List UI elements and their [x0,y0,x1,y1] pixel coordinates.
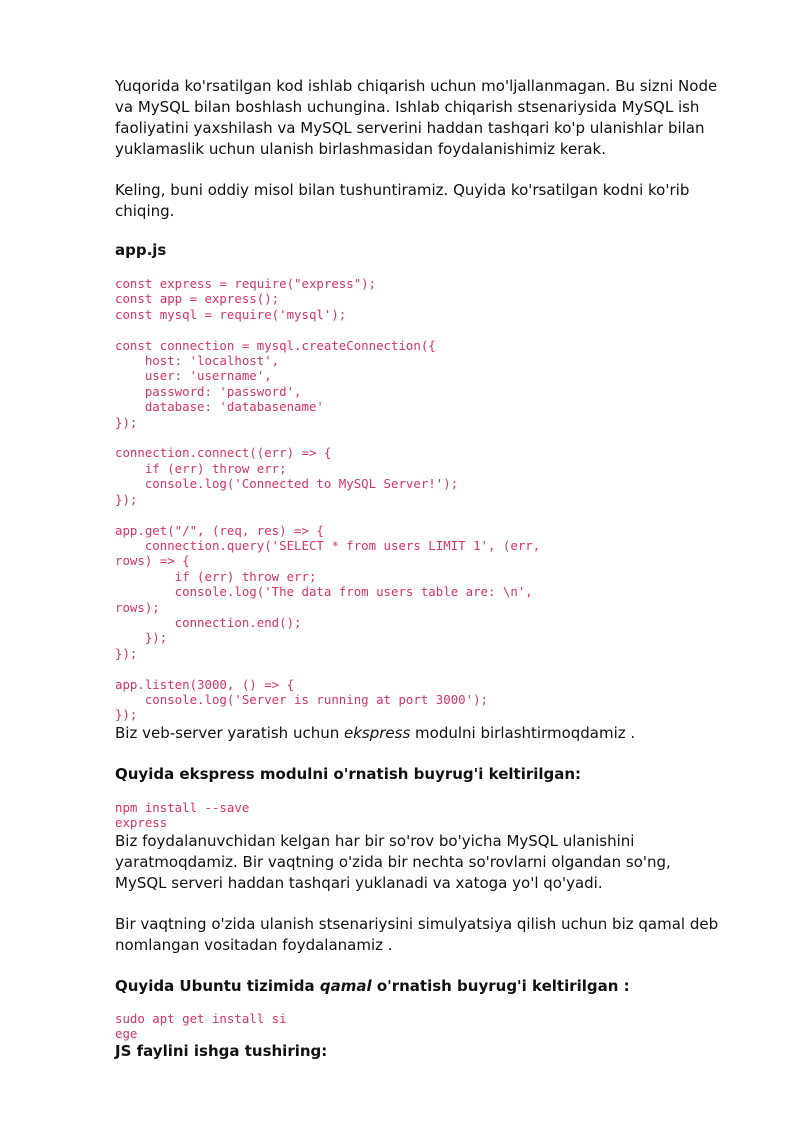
example-paragraph: Keling, buni oddiy misol bilan tushuntiramiz. Quyida ko'rsatilgan kodni ko'rib chiqing. [115,181,695,220]
app-js-code-block: const express = require("express"); const app = express(); const mysql = require('mysql'); const connection = mysql.createConnection({ host: 'localhost', user: 'username', password: 'password', database: 'databasename' }); connection.connect((err) => { if (err) throw err; console.log('Connected to MySQL Server!'); }); app.get("/", (req, res) => { connection.query('SELECT * from users LIMIT 1', (err, rows) => { if (err) throw err; console.log('The data from users table are: \n', rows); connection.end(); }); }); app.listen(3000, () => { console.log('Server is running at port 3000'); }); [115,276,541,723]
siege-heading-before: Quyida Ubuntu tizimida [115,976,320,995]
intro-paragraph: Yuqorida ko'rsatilgan kod ishlab chiqarish uchun mo'ljallanmagan. Bu sizni Node va MySQL bilan boshlash uchungina. Ishlab chiqarish stsenariysida MySQL ish faoliyatini yaxshilash va MySQL serverini haddan tashqari ko'p ulanishlar bilan yuklamaslik uchun ulanish birlashmasidan foydalanishimiz kerak. [115,77,722,158]
express-emphasis: ekspress [344,723,411,742]
express-sentence-after: modulni birlashtirmoqdamiz . [410,723,636,742]
connection-paragraph: Biz foydalanuvchidan kelgan har bir so'rov bo'yicha MySQL ulanishini yaratmoqdamiz. Bir vaqtning o'zida bir nechta so'rovlarni olgandan so'ng, MySQL serveri haddan tashqari yuklanadi va xatoga yo'l qo'yadi. [115,831,676,892]
install-heading: Quyida ekspress modulni o'rnatish buyrug'i keltirilgan: [115,764,582,783]
express-sentence [115,723,727,744]
siege-emphasis: qamal [319,976,372,995]
simulation-paragraph: Bir vaqtning o'zida ulanish stsenariysini simulyatsiya qilish uchun biz qamal deb nomlangan vositadan foydalanamiz . [115,914,723,954]
siege-heading-after: o'rnatish buyrug'i keltirilgan : [371,976,630,995]
siege-heading [115,976,727,997]
npm-install-code-block: npm install --save express [115,799,250,831]
run-heading: JS faylini ishga tushiring: [115,1042,328,1061]
document-page [115,76,727,1062]
express-sentence-before: Biz veb-server yaratish uchun [115,723,344,742]
siege-install-code-block: sudo apt get install si ege [115,1010,287,1041]
file-heading: app.js [115,241,167,259]
